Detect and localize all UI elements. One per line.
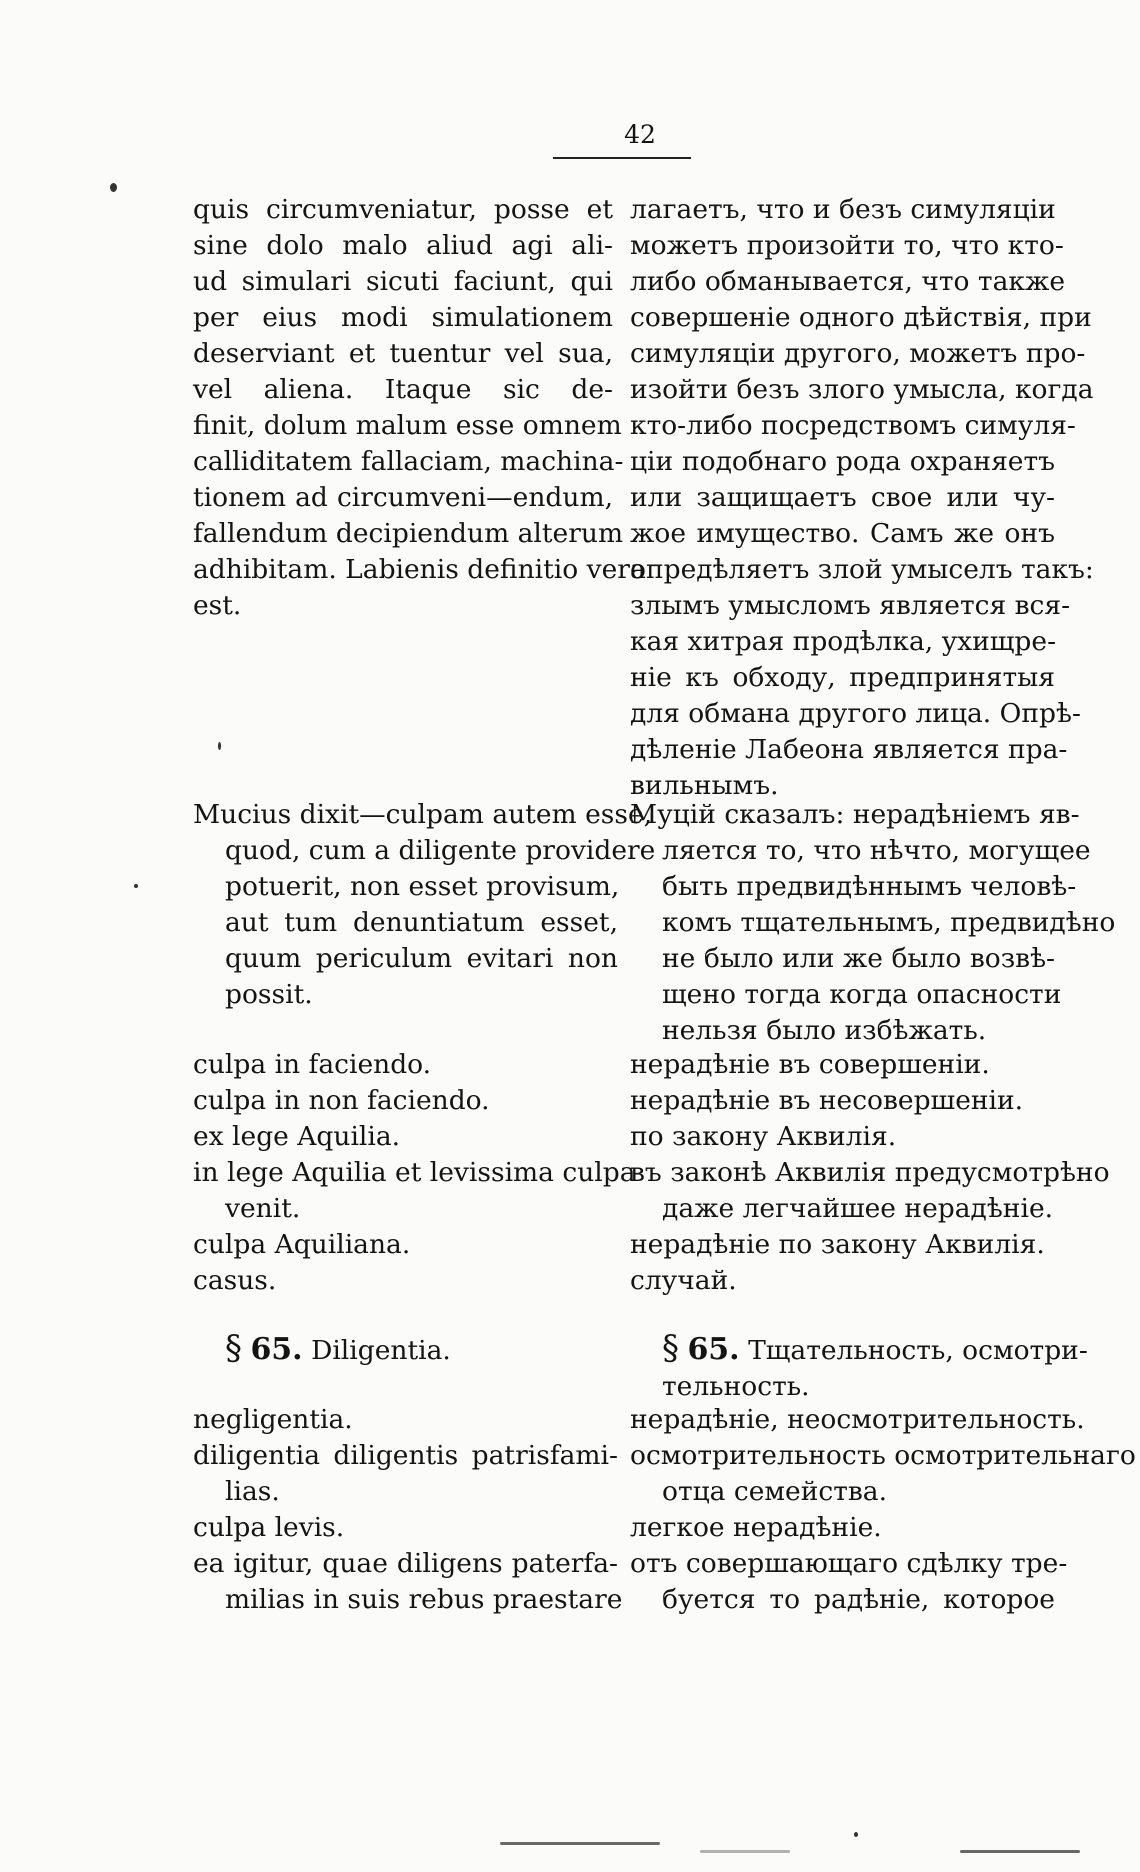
text-line: sine dolo malo aliud agi ali-: [193, 230, 613, 261]
scan-smudge: [960, 1850, 1080, 1853]
text-line: quod, cum a diligente providere: [225, 835, 656, 866]
text-line: въ законѣ Аквилія предусмотрѣно: [630, 1157, 1110, 1188]
text-line: aut tum denuntiatum esset,: [225, 907, 618, 938]
text-line: culpa levis.: [193, 1512, 345, 1543]
latin-block-terms: [193, 1047, 636, 1299]
text-line: calliditatem fallaciam, machina-: [193, 446, 624, 477]
page-number: 42: [624, 120, 656, 149]
scan-speck: [854, 1832, 858, 1837]
text-line: casus.: [193, 1265, 277, 1296]
text-line: щено тогда когда опасности: [662, 979, 1062, 1010]
scan-speck: [134, 884, 138, 888]
text-line: ніе къ обходу, предпринятыя: [630, 662, 1055, 693]
text-line: отъ совершающаго сдѣлку тре-: [630, 1548, 1068, 1579]
text-line: per eius modi simulationem: [193, 302, 613, 333]
section-title-continued: тельность.: [662, 1371, 810, 1402]
text-line: Муцій сказалъ: нерадѣніемъ яв-: [630, 799, 1080, 830]
russian-block-terms: [630, 1047, 1110, 1299]
text-line: изойти безъ злого умысла, когда: [630, 374, 1094, 405]
text-line: ціи подобнаго рода охраняетъ: [630, 446, 1055, 477]
text-line: симуляціи другого, можетъ про-: [630, 338, 1086, 369]
scan-smudge: [500, 1842, 660, 1845]
section-number: 65.: [250, 1332, 303, 1367]
section-title: Тщательность, осмотри-: [748, 1335, 1088, 1366]
russian-section-heading: [662, 1327, 1088, 1405]
text-line: diligentia diligentis patrisfami-: [193, 1440, 618, 1471]
text-line: in lege Aquilia et levissima culpa: [193, 1157, 636, 1188]
text-line: даже легчайшее нерадѣніе.: [662, 1193, 1054, 1224]
text-line: легкое нерадѣніе.: [630, 1512, 882, 1543]
text-line: можетъ произойти то, что кто-: [630, 230, 1064, 261]
text-line: finit, dolum malum esse omnem: [193, 410, 622, 441]
text-line: culpa in faciendo.: [193, 1049, 432, 1080]
section-number: 65.: [687, 1332, 740, 1367]
text-line: по закону Аквилія.: [630, 1121, 897, 1152]
text-line: ex lege Aquilia.: [193, 1121, 401, 1152]
text-line: лагаетъ, что и безъ симуляціи: [630, 194, 1056, 225]
text-line: вильнымъ.: [630, 770, 779, 801]
scan-speck: [218, 742, 221, 750]
russian-block-dolus: [630, 192, 1094, 804]
text-line: комъ тщательнымъ, предвидѣно: [662, 907, 1116, 938]
text-line: жое имущество. Самъ же онъ: [630, 518, 1055, 549]
text-line: possit.: [225, 979, 313, 1010]
text-line: lias.: [225, 1476, 280, 1507]
text-line: culpa in non faciendo.: [193, 1085, 490, 1116]
text-line: quis circumveniatur, posse et: [193, 194, 613, 225]
latin-block-diligentia: [193, 1402, 623, 1618]
text-line: либо обманывается, что также: [630, 266, 1066, 297]
section-symbol: §: [662, 1328, 679, 1368]
text-line: быть предвидѣннымъ человѣ-: [662, 871, 1077, 902]
latin-block-dolus: [193, 192, 646, 624]
section-title: Diligentia.: [311, 1335, 451, 1366]
text-line: venit.: [225, 1193, 301, 1224]
text-line: est.: [193, 590, 242, 621]
text-line: tionem ad circumveni—endum,: [193, 482, 613, 513]
text-line: буется то радѣніе, которое: [662, 1584, 1055, 1615]
text-line: нерадѣніе въ несовершеніи.: [630, 1085, 1024, 1116]
scan-speck: [110, 183, 117, 192]
header-rule: [553, 157, 691, 159]
text-line: дѣленіе Лабеона является пра-: [630, 734, 1068, 765]
text-line: опредѣляетъ злой умыселъ такъ:: [630, 554, 1094, 585]
text-line: злымъ умысломъ является вся-: [630, 590, 1071, 621]
text-line: potuerit, non esset provisum,: [225, 871, 620, 902]
text-line: vel aliena. Itaque sic de-: [193, 374, 613, 405]
text-line: ляется то, что нѣчто, могущее: [662, 835, 1091, 866]
text-line: осмотрительность осмотрительнаго: [630, 1440, 1136, 1471]
text-line: нерадѣніе въ совершеніи.: [630, 1049, 990, 1080]
text-line: milias in suis rebus praestare: [225, 1584, 623, 1615]
text-line: нерадѣніе по закону Аквилія.: [630, 1229, 1045, 1260]
text-line: нерадѣніе, неосмотрительность.: [630, 1404, 1085, 1435]
text-line: ud simulari sicuti faciunt, qui: [193, 266, 613, 297]
russian-block-diligentia: [630, 1402, 1136, 1618]
latin-section-heading: [225, 1327, 451, 1369]
text-line: отца семейства.: [662, 1476, 888, 1507]
section-symbol: §: [225, 1328, 242, 1368]
text-line: совершеніе одного дѣйствія, при: [630, 302, 1092, 333]
text-line: или защищаетъ свое или чу-: [630, 482, 1055, 513]
text-line: quum periculum evitari non: [225, 943, 618, 974]
text-line: кто-либо посредствомъ симуля-: [630, 410, 1076, 441]
text-line: не было или же было возвѣ-: [662, 943, 1055, 974]
text-line: кая хитрая продѣлка, ухищре-: [630, 626, 1057, 657]
text-line: adhibitam. Labienis definitio vera: [193, 554, 646, 585]
text-line: ea igitur, quae diligens paterfa-: [193, 1548, 618, 1579]
scan-smudge: [700, 1850, 790, 1853]
text-line: fallendum decipiendum alterum: [193, 518, 624, 549]
text-line: для обмана другого лица. Опрѣ-: [630, 698, 1081, 729]
latin-block-culpa: [193, 797, 656, 1013]
text-line: Mucius dixit—culpam autem esse,: [193, 799, 653, 830]
text-line: culpa Aquiliana.: [193, 1229, 411, 1260]
text-line: deserviant et tuentur vel sua,: [193, 338, 613, 369]
text-line: нельзя было избѣжать.: [662, 1015, 987, 1046]
russian-block-culpa: [630, 797, 1116, 1049]
text-line: случай.: [630, 1265, 737, 1296]
text-line: negligentia.: [193, 1404, 353, 1435]
